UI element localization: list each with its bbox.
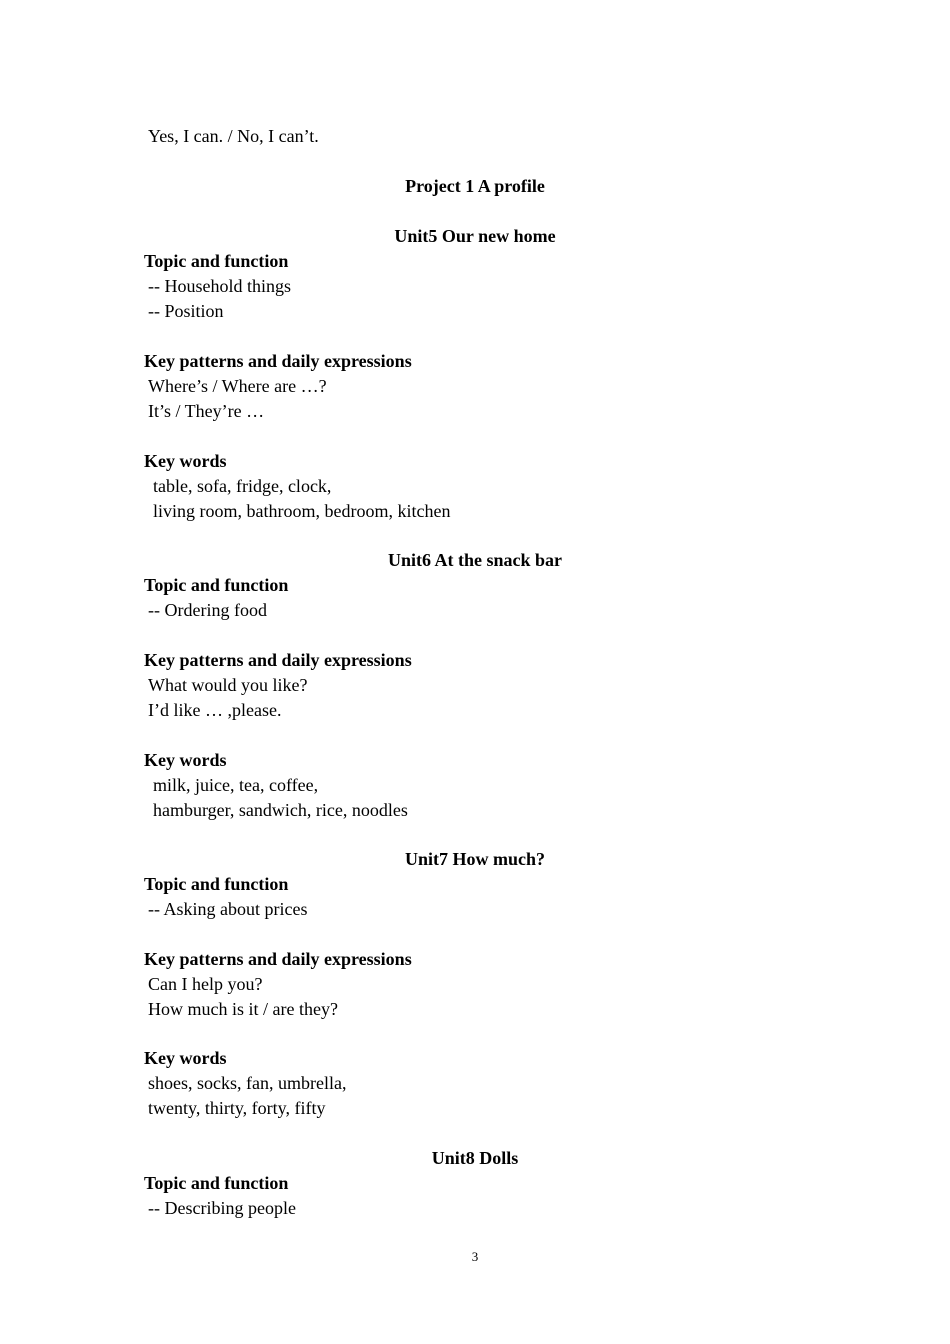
pattern-item: How much is it / are they? bbox=[148, 999, 338, 1019]
topic-heading: Topic and function bbox=[144, 575, 289, 595]
pattern-item: I’d like … ,please. bbox=[148, 700, 282, 720]
topic-item: -- Ordering food bbox=[148, 600, 267, 620]
unit-title: Unit7 How much? bbox=[404, 849, 545, 869]
topic-heading: Topic and function bbox=[144, 251, 289, 271]
project-title: Project 1 A profile bbox=[405, 176, 545, 196]
page-number: 3 bbox=[471, 1249, 479, 1264]
patterns-heading: Key patterns and daily expressions bbox=[144, 650, 412, 670]
key-words-line: milk, juice, tea, coffee, bbox=[153, 775, 319, 795]
patterns-heading: Key patterns and daily expressions bbox=[144, 351, 412, 371]
unit-title: Unit6 At the snack bar bbox=[387, 550, 562, 570]
unit-title: Unit8 Dolls bbox=[431, 1148, 519, 1168]
key-words-line: living room, bathroom, bedroom, kitchen bbox=[153, 501, 451, 521]
topic-item: -- Position bbox=[148, 301, 224, 321]
pattern-item: What would you like? bbox=[148, 675, 308, 695]
key-words-line: shoes, socks, fan, umbrella, bbox=[148, 1073, 347, 1093]
pattern-item: Can I help you? bbox=[148, 974, 263, 994]
key-words-line: hamburger, sandwich, rice, noodles bbox=[153, 800, 408, 820]
unit-title: Unit5 Our new home bbox=[394, 226, 556, 246]
topic-heading: Topic and function bbox=[144, 874, 289, 894]
key-words-line: twenty, thirty, forty, fifty bbox=[148, 1098, 326, 1118]
topic-heading: Topic and function bbox=[144, 1173, 289, 1193]
patterns-heading: Key patterns and daily expressions bbox=[144, 949, 412, 969]
topic-item: -- Asking about prices bbox=[148, 899, 308, 919]
pattern-item: It’s / They’re … bbox=[148, 401, 265, 421]
key-words-heading: Key words bbox=[144, 451, 227, 471]
key-words-heading: Key words bbox=[144, 1048, 227, 1068]
topic-item: -- Household things bbox=[148, 276, 291, 296]
pattern-item: Where’s / Where are …? bbox=[148, 376, 327, 396]
key-words-heading: Key words bbox=[144, 750, 227, 770]
key-words-line: table, sofa, fridge, clock, bbox=[153, 476, 332, 496]
intro-line: Yes, I can. / No, I can’t. bbox=[148, 126, 319, 146]
topic-item: -- Describing people bbox=[148, 1198, 296, 1218]
